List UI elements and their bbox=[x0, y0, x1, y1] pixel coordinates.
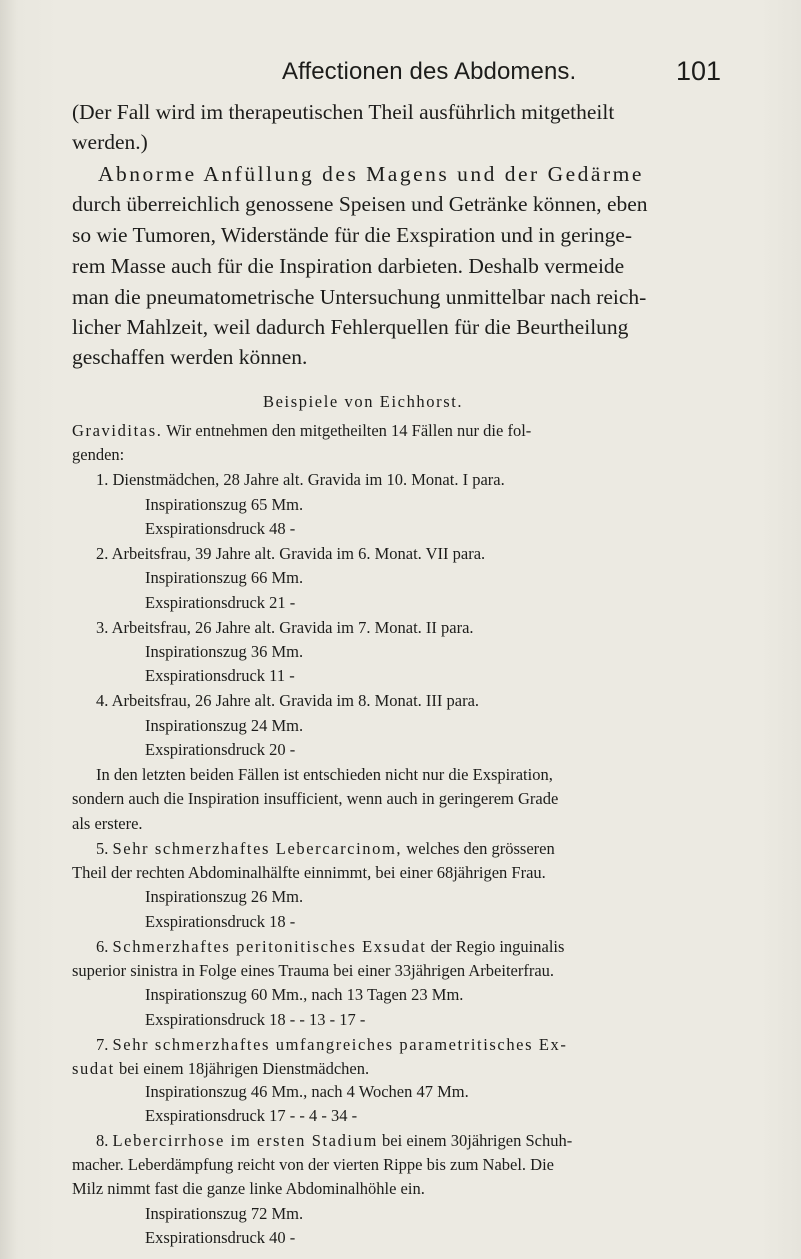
page-number: 101 bbox=[676, 56, 722, 86]
measurement-line: Inspirationszug 36 Mm. bbox=[145, 641, 304, 661]
spaced-term: Sehr schmerzhaftes umfangreiches parametritisches Ex- bbox=[112, 1034, 568, 1054]
measurement-line: Exspirationsdruck 17 - - 4 - 34 - bbox=[145, 1105, 358, 1125]
text-line: durch überreichlich genossene Speisen und Getränke können, eben bbox=[72, 191, 648, 216]
text-line: als erstere. bbox=[72, 813, 143, 833]
text-line: geschaffen werden können. bbox=[72, 345, 308, 370]
text-line: In den letzten beiden Fällen ist entschieden nicht nur die Exspiration, bbox=[96, 765, 553, 784]
text-line-spaced: Abnorme Anfüllung des Magens und der Gedärme bbox=[98, 161, 644, 186]
measurement-line: Inspirationszug 24 Mm. bbox=[145, 715, 304, 735]
text-line: rem Masse auch für die Inspiration darbieten. Deshalb vermeide bbox=[72, 253, 625, 278]
case-line: 4. Arbeitsfrau, 26 Jahre alt. Gravida im 8. Monat. III para. bbox=[96, 691, 480, 711]
case-line: 5. Sehr schmerzhaftes Lebercarcinom, welches den grösseren bbox=[96, 838, 555, 858]
measurement-line: Inspirationszug 65 Mm. bbox=[145, 494, 304, 514]
spaced-term: Graviditas. bbox=[72, 420, 163, 440]
text-line: sondern auch die Inspiration insufficient, wenn auch in geringerem Grade bbox=[72, 789, 559, 809]
spaced-term: Sehr schmerzhaftes Lebercarcinom, bbox=[112, 838, 403, 858]
section-heading: Beispiele von Eichhorst. bbox=[263, 392, 464, 412]
text-line: werden.) bbox=[72, 130, 148, 155]
case-line: 1. Dienstmädchen, 28 Jahre alt. Gravida im 10. Monat. I para. bbox=[96, 470, 505, 490]
text-line: Graviditas. Wir entnehmen den mitgetheilten 14 Fällen nur die fol- bbox=[72, 420, 532, 440]
text-line: genden: bbox=[72, 445, 125, 465]
measurement-line: Exspirationsdruck 40 - bbox=[145, 1228, 296, 1247]
measurement-line: Exspirationsdruck 18 - bbox=[145, 911, 296, 931]
case-line: 2. Arbeitsfrau, 39 Jahre alt. Gravida im 6. Monat. VII para. bbox=[96, 543, 486, 563]
measurement-line: Exspirationsdruck 18 - - 13 - 17 - bbox=[145, 1009, 366, 1029]
spaced-term: Schmerzhaftes peritonitisches Exsudat bbox=[112, 936, 427, 956]
text-line: superior sinistra in Folge eines Trauma bei einer 33jährigen Arbeiterfrau. bbox=[72, 961, 555, 980]
measurement-line: Inspirationszug 26 Mm. bbox=[145, 887, 304, 907]
running-title: Affectionen des Abdomens. bbox=[282, 58, 577, 85]
measurement-line: Inspirationszug 60 Mm., nach 13 Tagen 23 Mm. bbox=[145, 985, 464, 1005]
measurement-line: Inspirationszug 66 Mm. bbox=[145, 568, 304, 588]
measurement-line: Inspirationszug 46 Mm., nach 4 Wochen 47 Mm. bbox=[145, 1081, 469, 1101]
text-line: (Der Fall wird im therapeutischen Theil ausführlich mitgetheilt bbox=[72, 100, 615, 124]
case-line: 3. Arbeitsfrau, 26 Jahre alt. Gravida im 7. Monat. II para. bbox=[96, 617, 474, 637]
case-line: 7. Sehr schmerzhaftes umfangreiches parametritisches Ex- bbox=[96, 1034, 568, 1054]
text-line: sudat bei einem 18jährigen Dienstmädchen. bbox=[72, 1058, 370, 1078]
spaced-term: sudat bbox=[72, 1058, 115, 1078]
measurement-line: Exspirationsdruck 21 - bbox=[145, 592, 296, 612]
measurement-line: Exspirationsdruck 11 - bbox=[145, 666, 295, 686]
case-line: 6. Schmerzhaftes peritonitisches Exsudat der Regio inguinalis bbox=[96, 936, 565, 956]
text-line: so wie Tumoren, Widerstände für die Exspiration und in geringe- bbox=[72, 223, 633, 248]
text-line: macher. Leberdämpfung reicht von der vierten Rippe bis zum Nabel. Die bbox=[72, 1155, 554, 1175]
text-line: licher Mahlzeit, weil dadurch Fehlerquellen für die Beurtheilung bbox=[72, 315, 629, 339]
measurement-line: Inspirationszug 72 Mm. bbox=[145, 1203, 304, 1223]
running-header bbox=[0, 56, 801, 90]
text-line: Milz nimmt fast die ganze linke Abdominalhöhle ein. bbox=[72, 1179, 425, 1199]
measurement-line: Exspirationsdruck 48 - bbox=[145, 518, 296, 538]
spaced-term: Lebercirrhose im ersten Stadium bbox=[112, 1130, 378, 1150]
text-line: man die pneumatometrische Untersuchung unmittelbar nach reich- bbox=[72, 284, 647, 309]
measurement-line: Exspirationsdruck 20 - bbox=[145, 739, 296, 759]
text-line: Theil der rechten Abdominalhälfte einnimmt, bei einer 68jährigen Frau. bbox=[72, 863, 546, 882]
case-line: 8. Lebercirrhose im ersten Stadium bei einem 30jährigen Schuh- bbox=[96, 1130, 573, 1150]
